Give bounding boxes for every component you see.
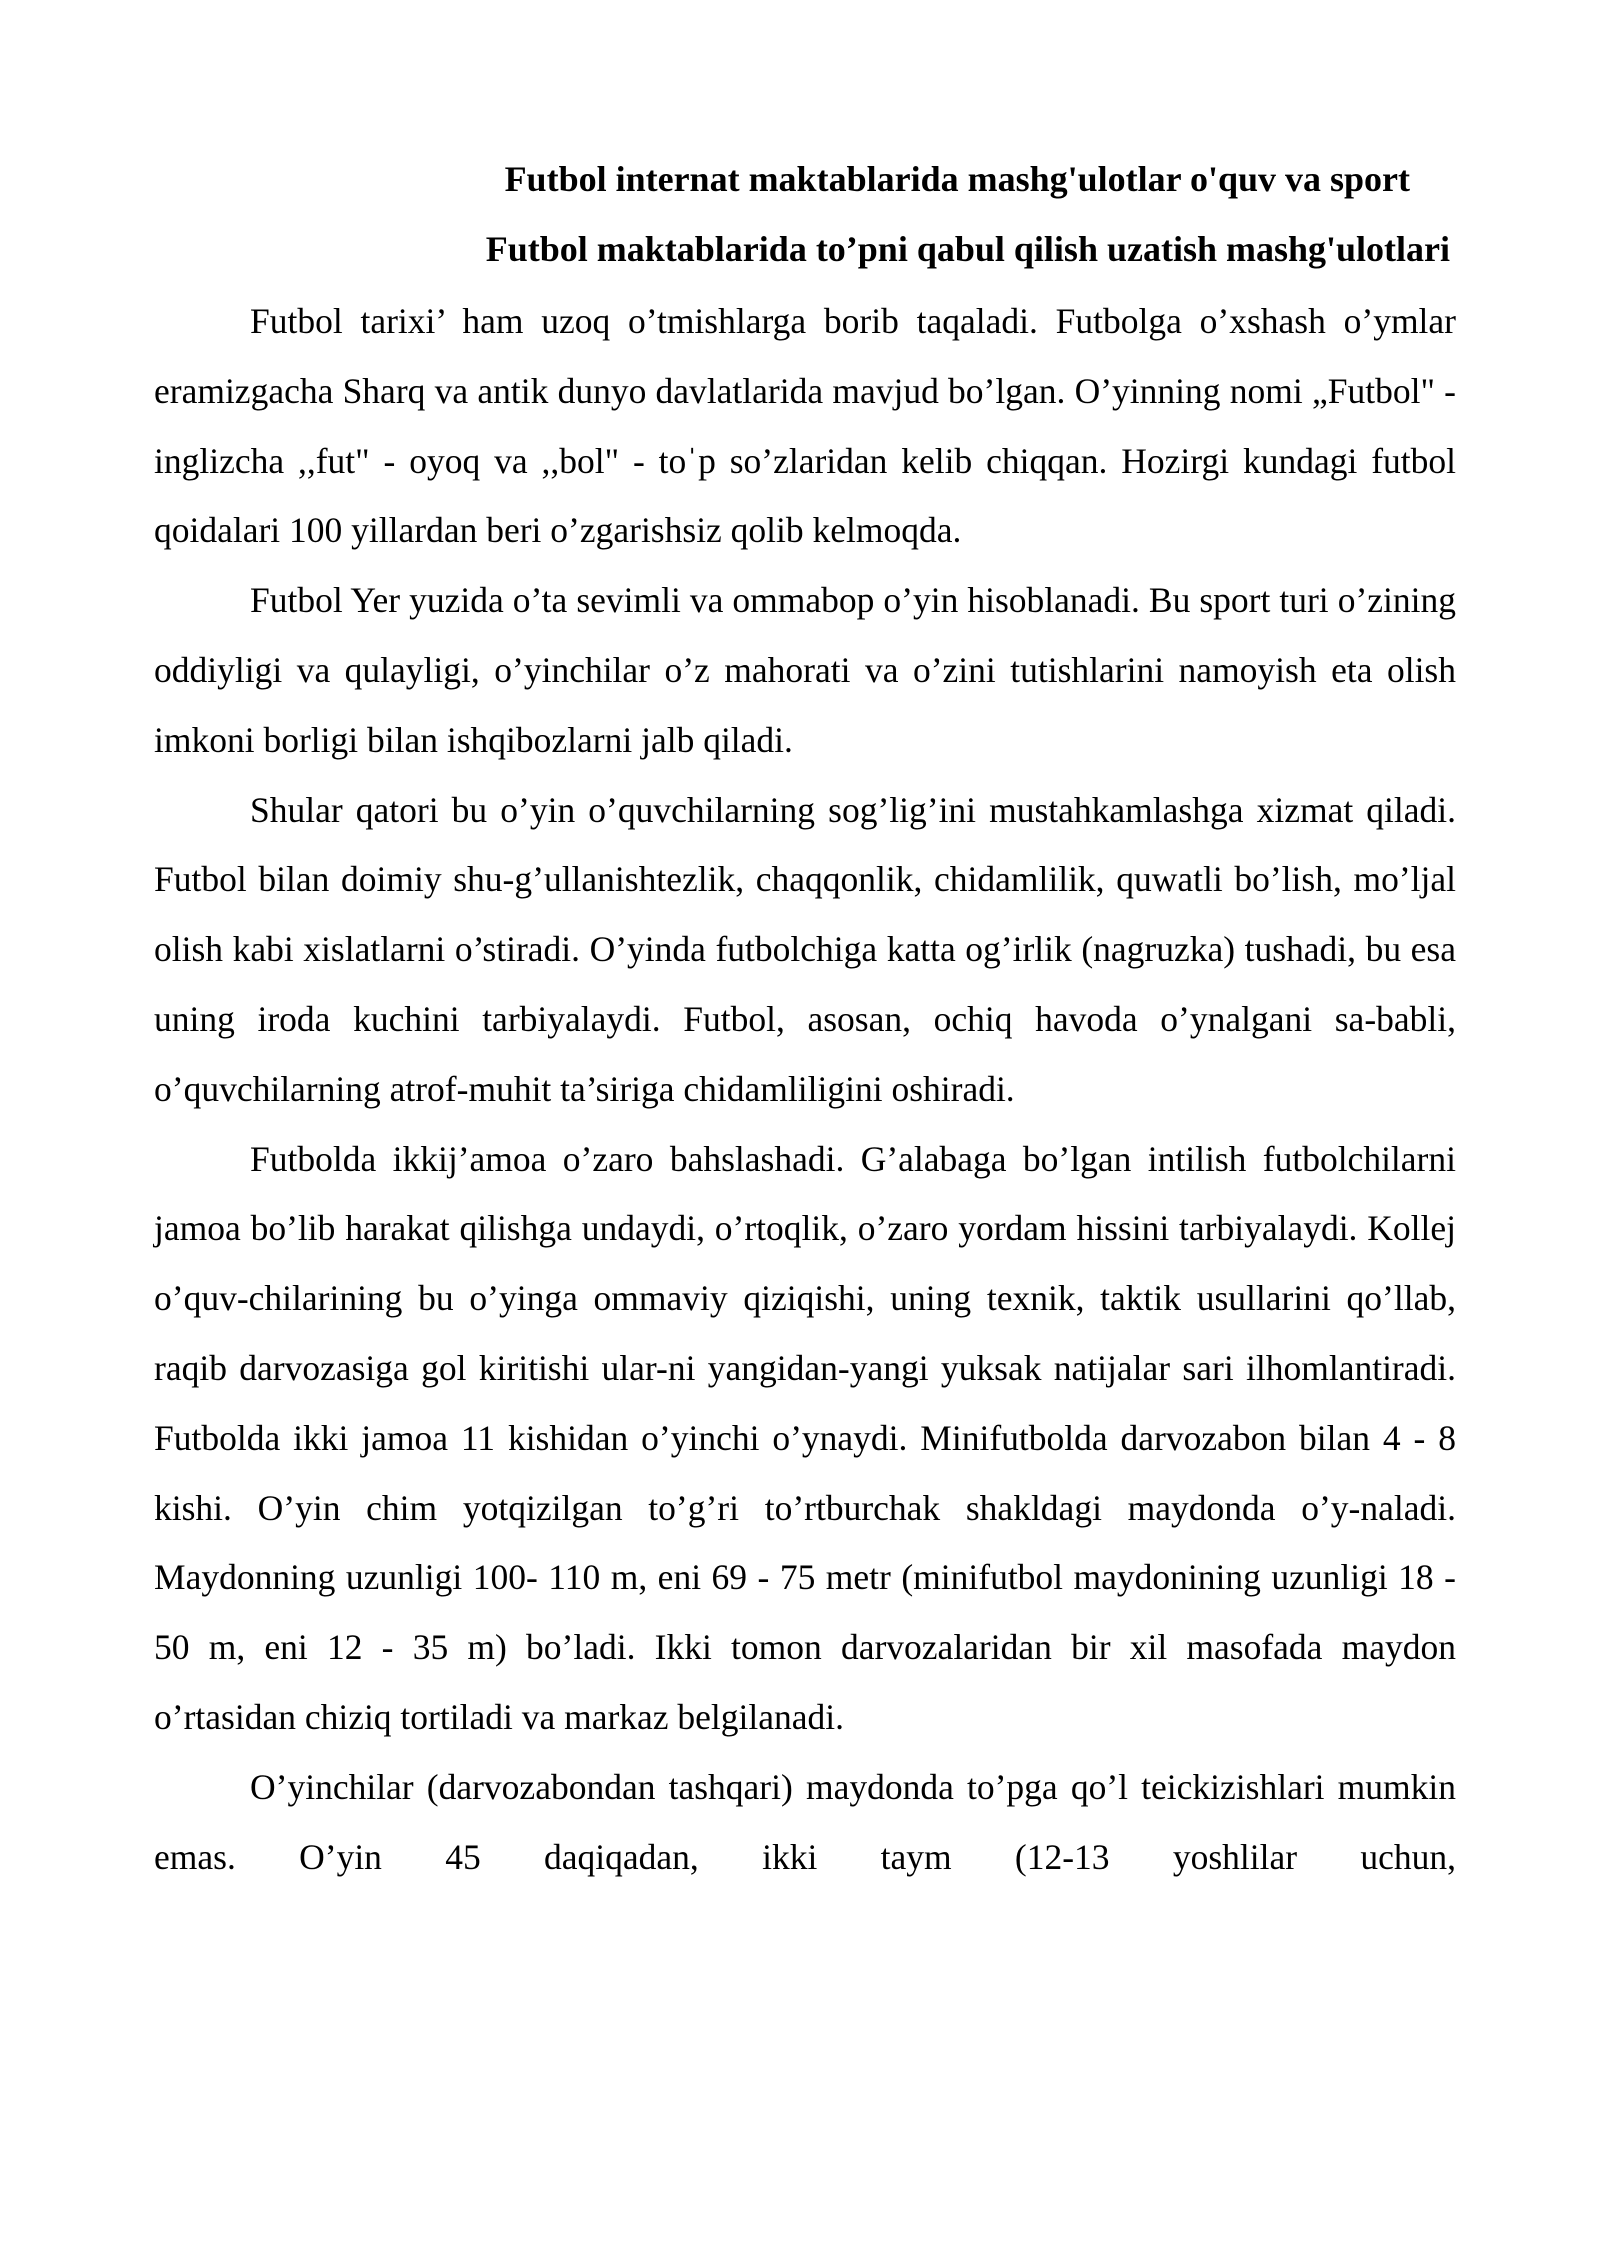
paragraph-popularity: Futbol Yer yuzida o’ta sevimli va ommabop o’yin hisoblanadi. Bu sport turi o’zining oddiyligi va qulayligi, o’yinchilar o’z mahorati va o’zini tutishlarini namoyish eta olish imkoni borligi bilan ishqibozlarni jalb qiladi. xyxy=(154,580,1456,760)
document-subtitle: Futbol maktablarida to’pni qabul qilish uzatish mashg'ulotlari xyxy=(485,229,1450,269)
paragraph-rules: O’yinchilar (darvozabondan tashqari) maydonda to’pga qo’l teickizishlari mumkin emas. O’yin 45 daqiqadan, ikki taym (12-13 yoshlilar uchun, xyxy=(154,1766,1456,1877)
paragraph-history: Futbol tarixi’ ham uzoq o’tmishlarga borib taqaladi. Futbolga o’xshash o’ymlar eramizgacha Sharq va antik dunyo davlatlarida mavjud bo’lgan. O’yinning nomi „Futbol" - inglizcha ,,fut" - oyoq va ,,bol" - toˈp so’zlaridan kelib chiqqan. Hozirgi kundagi futbol qoidalari 100 yillardan beri o’zgarishsiz qolib kelmoqda. xyxy=(154,301,1456,551)
paragraph-teams: Futbolda ikkij’amoa o’zaro bahslashadi. G’alabaga bo’lgan intilish futbolchilarni jamoa bo’lib harakat qilishga undaydi, o’rtoqlik, o’zaro yordam hissini tarbiyalaydi. Kollej o’quv-chilarining bu o’yinga ommaviy qiziqishi, uning texnik, taktik usullarini qo’llab, raqib darvozasiga gol kiritishi ular-ni yangidan-yangi yuksak natijalar sari ilhomlantiradi. Futbolda ikki jamoa 11 kishidan o’yinchi o’ynaydi. Minifutbolda darvozabon bilan 4 - 8 kishi. O’yin chim yotqizilgan to’g’ri to’rtburchak shakldagi maydonda o’y-naladi. Maydonning uzunligi 100- 110 m, eni 69 - 75 metr (minifutbol maydonining uzunligi 18 - 50 m, eni 12 - 35 m) bo’ladi. Ikki tomon darvozalaridan bir xil masofada maydon o’rtasidan chiziq tortiladi va markaz belgilanadi. xyxy=(154,1138,1456,1737)
paragraph-health: Shular qatori bu o’yin o’quvchilarning sog’lig’ini mustahkamlashga xizmat qiladi. Futbol bilan doimiy shu-g’ullanishtezlik, chaqqonlik, chidamlilik, quwatli bo’lish, mo’ljal olish kabi xislatlarni o’stiradi. O’yinda futbolchiga katta og’irlik (nagruzka) tushadi, bu esa uning iroda kuchini tarbiyalaydi. Futbol, asosan, ochiq havoda o’ynalgani sa-babli, o’quvchilarning atrof-muhit ta’siriga chidamliligini oshiradi. xyxy=(154,789,1456,1109)
document-title: Futbol internat maktablarida mashg'ulotlar o'quv va sport xyxy=(504,159,1410,199)
document-body xyxy=(154,287,1456,1892)
